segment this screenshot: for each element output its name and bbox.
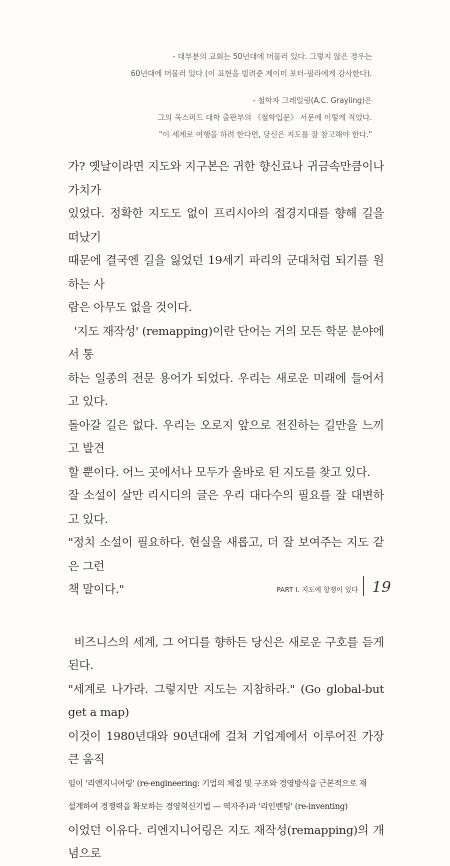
text-line: 설계하여 경쟁력을 확보하는 경영혁신기법 — 역자주)과 '리인벤팅' (re-inventing) <box>68 802 348 811</box>
epigraph <box>72 48 372 143</box>
epigraph-line: 60년대에 머물러 있다 (이 표현을 빌려준 제이미 포터-필라에게 감사한다). <box>130 69 372 78</box>
text-line: 이었던 이유다. 리엔지니어링은 지도 재작성(remapping)의 개념으로 <box>68 822 384 860</box>
text-line: 잘 소설이 살만 리시디의 글은 우리 대다수의 필요를 잘 대변하고 있다. <box>68 488 384 526</box>
text-line: 이것이 1980년대와 90년대에 걸쳐 기업계에서 이루어진 가장 큰 움직 <box>68 728 384 766</box>
page-footer <box>0 572 450 602</box>
text-line: "세계로 나가라. 그렇지만 지도는 지참하라." (Go global-but get a map) <box>68 681 384 719</box>
text-line: 때문에 결국엔 길을 잃었던 19세기 파리의 군대처럼 되기를 원하는 사 <box>68 253 384 291</box>
text-line: 비즈니스의 세계, 그 어디를 향하든 당신은 새로운 구호를 듣게 된다. <box>68 634 384 672</box>
text-line: "정치 소설이 필요하다. 현실을 새롭고, 더 잘 보여주는 지도 같은 그런 <box>68 535 384 573</box>
text-line: 돌아갈 길은 없다. 우리는 오로지 앞으로 전진하는 길만을 느끼고 발견 <box>68 417 384 455</box>
text-line: '지도 재작성' (remapping)이란 단어는 거의 모든 학문 분야에서 통 <box>68 323 384 361</box>
text-line: 가? 옛날이라면 지도와 지구본은 귀한 향신료나 귀금속만큼이나 가치가 <box>68 159 384 197</box>
text-line: 할 뿐이다. 어느 곳에서나 모두가 올바로 된 지도를 찾고 있다. <box>68 464 371 479</box>
page-number: 19 <box>372 578 392 596</box>
footer-divider <box>363 576 364 596</box>
epigraph-line: - 대부분의 교회는 50년대에 머물러 있다. 그렇지 않은 경우는 <box>172 52 372 61</box>
text-line: 람은 아무도 없을 것이다. <box>68 300 192 314</box>
text-line: 있었다. 정확한 지도도 없이 프리시아의 접경지대를 향해 길을 떠났기 <box>68 206 384 244</box>
section-label: PART I. 지도에 항쟁이 있다 <box>276 586 358 594</box>
epigraph-line: - 철학자 그레일링(A.C. Grayling)은 <box>252 96 372 105</box>
text-line: 하는 일종의 전문 용어가 되었다. 우리는 새로운 미래에 들어서고 있다. <box>68 370 384 408</box>
epigraph-line: "이 세계로 여행을 하려 한다면, 당신은 지도를 잘 참고해야 한다." <box>158 130 372 139</box>
text-line: 임이 '리엔지니어링' (re-engineering: 기업의 체질 및 구조와 경영방식을 근본적으로 재 <box>68 778 367 788</box>
text-line: 책 말이다." <box>68 582 125 596</box>
epigraph-line: 그의 옥스퍼드 대학 출판부의 《철학입문》 서문에 이렇게 적었다. <box>157 113 372 122</box>
body-text <box>68 155 384 866</box>
